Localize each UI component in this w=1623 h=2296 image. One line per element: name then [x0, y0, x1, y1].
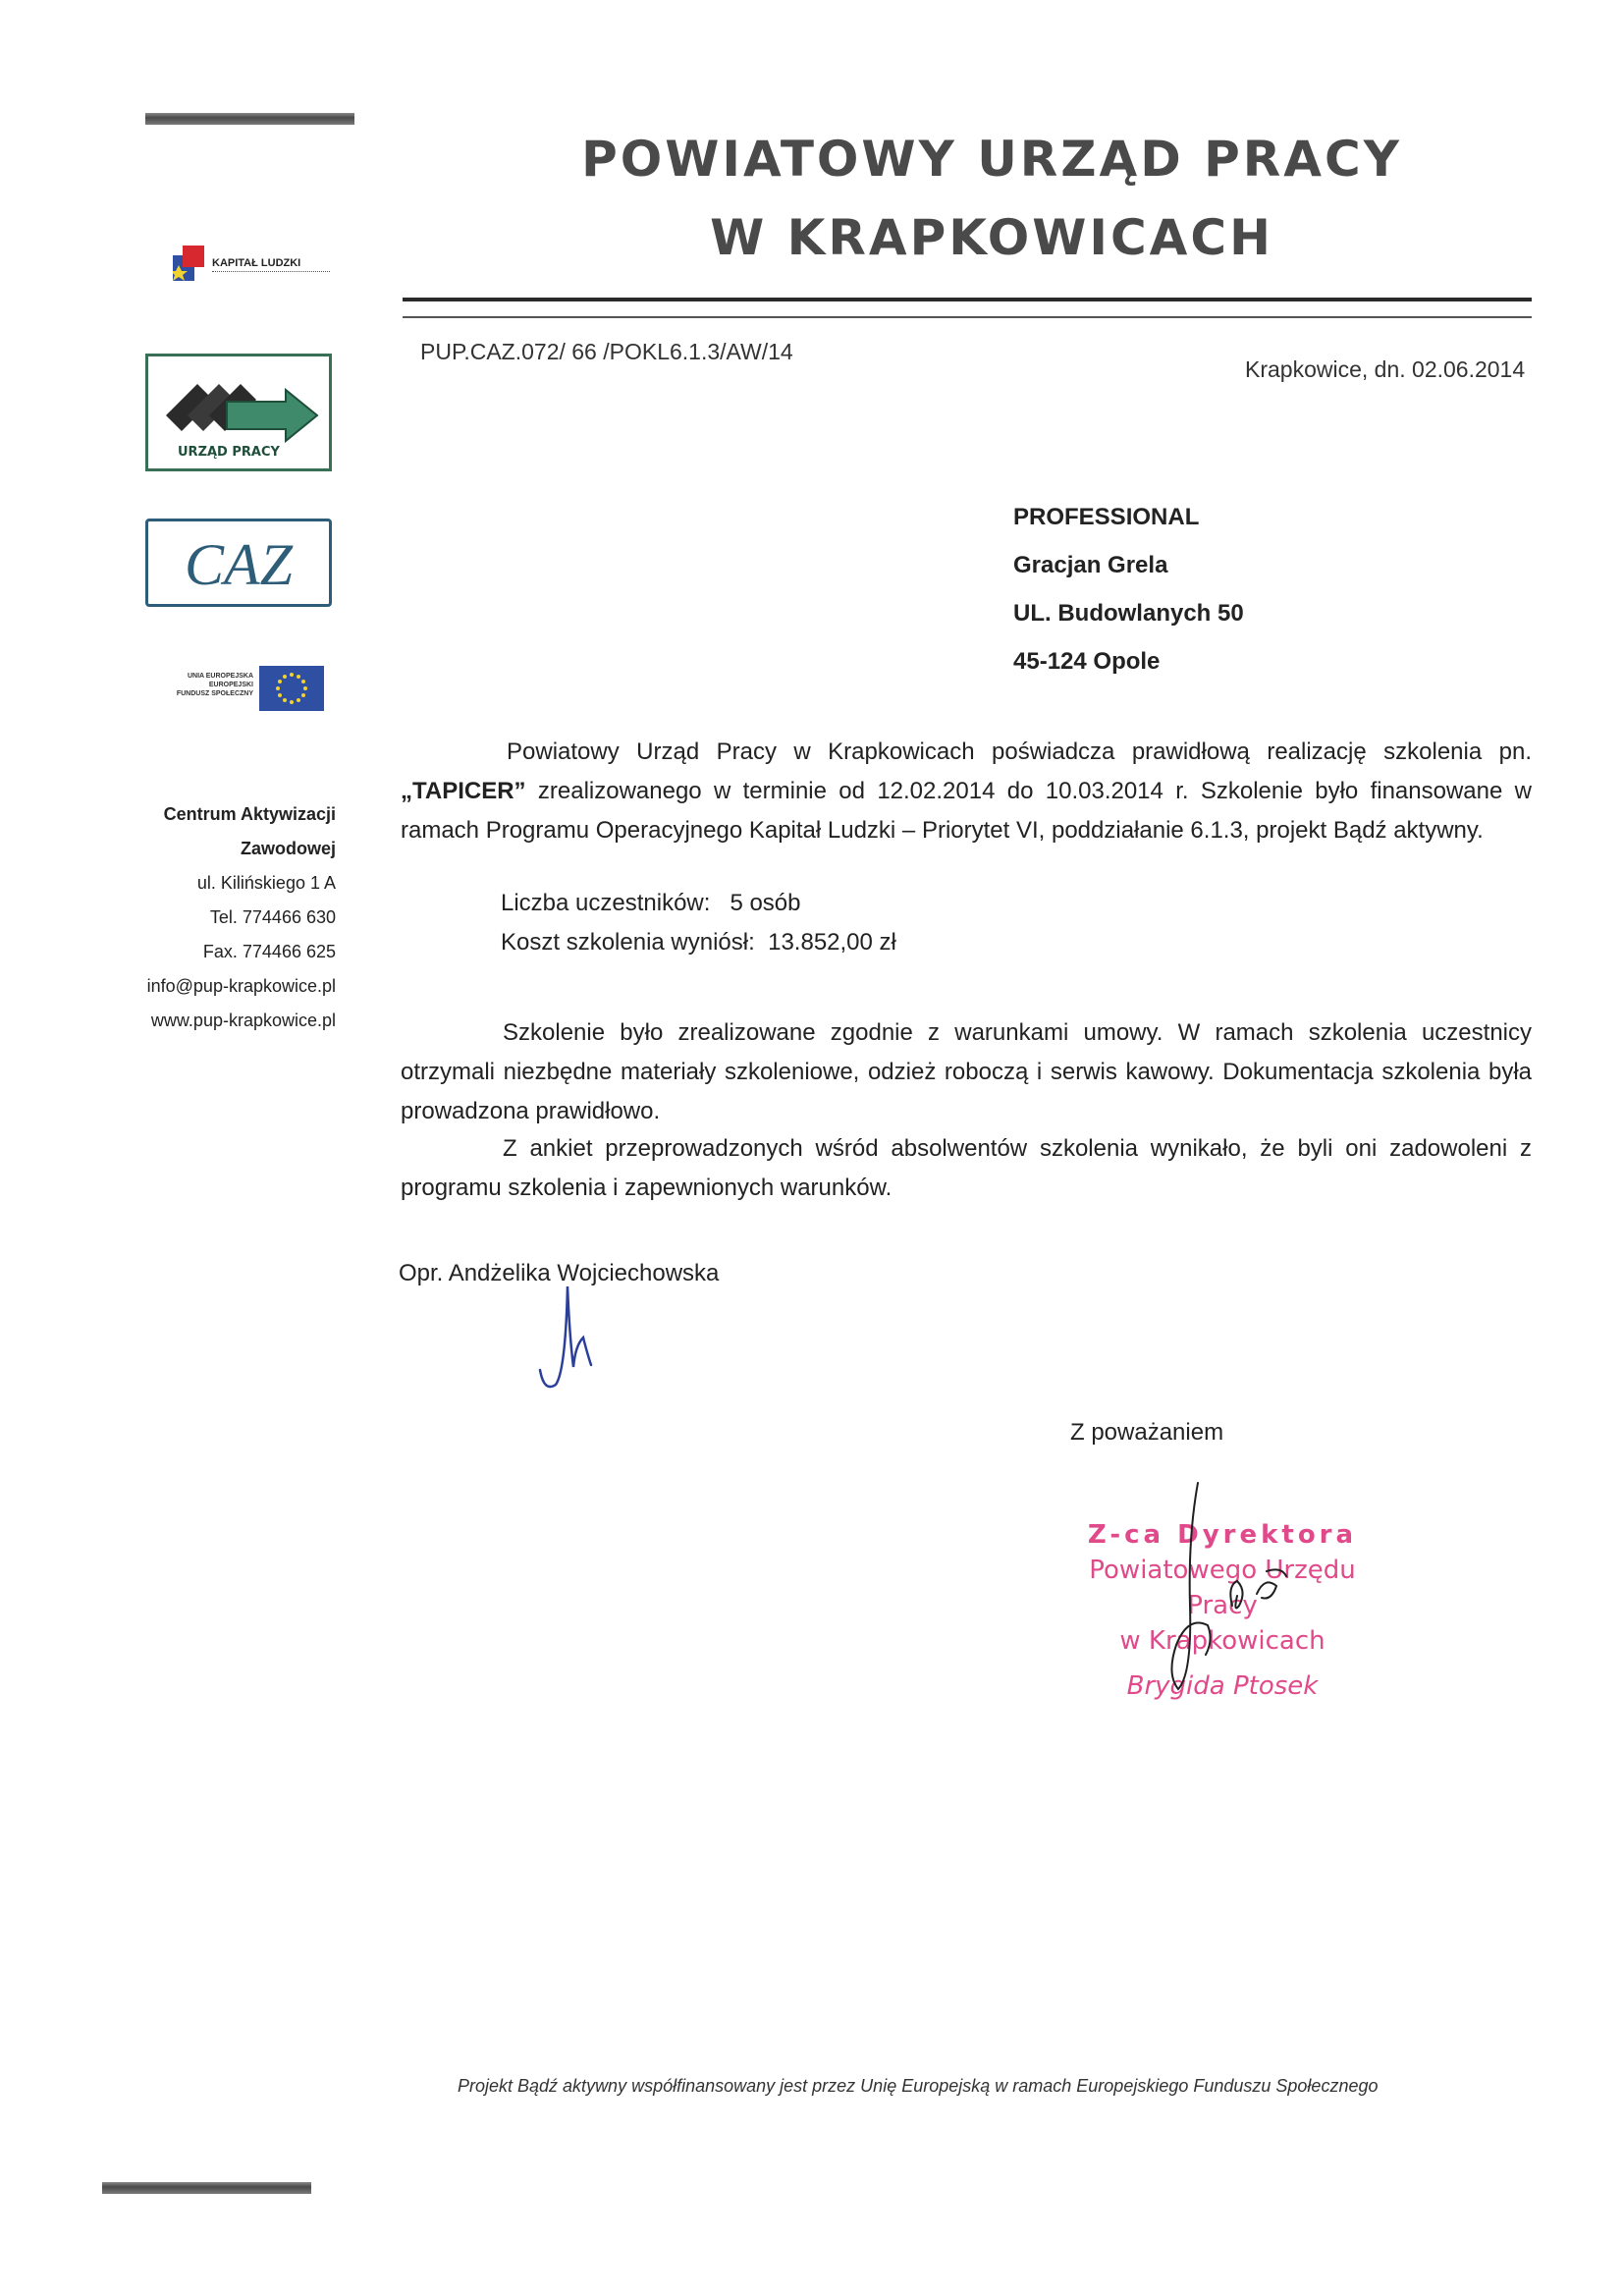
director-signature [1149, 1478, 1316, 1704]
urzad-pracy-logo [145, 354, 332, 471]
stamp-line-2: Powiatowego Urzędu Pracy [1089, 1556, 1356, 1620]
letterhead [550, 120, 1434, 277]
stamp-line-3: w Krapkowicach [1119, 1626, 1325, 1656]
preparer-signature [530, 1277, 619, 1404]
kapital-ludzki-logo [173, 246, 335, 290]
caz-logo-text: CAZ [184, 532, 294, 597]
paragraph-certification [401, 733, 1532, 850]
participants-count: Liczba uczestników: 5 osób [501, 890, 801, 916]
contact-street: ul. Kilińskiego 1 A [196, 873, 336, 893]
sidebar-contact [98, 797, 336, 1038]
prepared-by: Opr. Andżelika Wojciechowska [399, 1260, 720, 1286]
contact-email[interactable]: info@pup-krapkowice.pl [146, 976, 336, 996]
paragraph-certification-text-a: Powiatowy Urząd Pracy w Krapkowicach poświadcza prawidłową realizację szkolenia pn. [507, 738, 1532, 765]
recipient-line-2: Gracjan Grela [1013, 552, 1168, 578]
training-cost: Koszt szkolenia wyniósł: 13.852,00 zł [501, 929, 896, 956]
training-stats [501, 884, 896, 962]
contact-center-2: Zawodowej [240, 839, 336, 858]
urzad-pracy-label: URZĄD PRACY [178, 445, 280, 460]
letter-date: Krapkowice, dn. 02.06.2014 [1245, 356, 1526, 382]
recipient-address [1013, 493, 1244, 685]
letterhead-line-1: POWIATOWY URZĄD PRACY [581, 131, 1402, 188]
kapital-ludzki-icon [173, 246, 206, 285]
stamp-line-4: Brygida Ptosek [1126, 1671, 1319, 1701]
eu-line-3: FUNDUSZ SPOŁECZNY [176, 690, 253, 697]
kapital-ludzki-subline [212, 271, 330, 275]
eu-line-2: EUROPEJSKI [208, 682, 253, 688]
eu-line-1: UNIA EUROPEJSKA [187, 673, 253, 680]
contact-www[interactable]: www.pup-krapkowice.pl [150, 1011, 336, 1030]
recipient-line-3: UL. Budowlanych 50 [1013, 600, 1244, 627]
eu-logo-text [167, 672, 253, 698]
contact-center: Centrum Aktywizacji [163, 804, 336, 824]
contact-fax: Fax. 774466 625 [202, 942, 336, 961]
paragraph-execution: Szkolenie było zrealizowane zgodnie z warunkami umowy. W ramach szkolenia uczestnicy otrzymali niezbędne materiały szkoleniowe, odzież roboczą i serwis kawowy. Dokumentacja szkolenia była prowadzona prawidłowo. [401, 1019, 1532, 1124]
stamp-line-1: Z-ca Dyrektora [1087, 1520, 1358, 1550]
training-title: „TAPICER” [401, 778, 526, 804]
header-divider [403, 298, 1532, 301]
recipient-line-1: PROFESSIONAL [1013, 504, 1200, 530]
top-bar-decoration [145, 113, 354, 125]
eu-flag-icon [259, 666, 324, 711]
letterhead-line-2: W KRAPKOWICACH [710, 209, 1273, 266]
contact-tel: Tel. 774466 630 [209, 907, 336, 927]
kapital-ludzki-text: KAPITAŁ LUDZKI [212, 257, 301, 269]
eu-logo [167, 666, 324, 713]
reference-number: PUP.CAZ.072/ 66 /POKL6.1.3/AW/14 [420, 339, 793, 364]
bottom-bar-decoration [102, 2182, 311, 2194]
footer-note: Projekt Bądź aktywny współfinansowany jest przez Unię Europejską w ramach Europejskiego Funduszu Społecznego [458, 2076, 1379, 2096]
paragraph-survey: Z ankiet przeprowadzonych wśród absolwentów szkolenia wynikało, że byli oni zadowoleni z programu szkolenia i zapewnionych warunków. [401, 1135, 1532, 1201]
recipient-line-4: 45-124 Opole [1013, 648, 1161, 675]
header-divider-thin [403, 316, 1532, 318]
closing-salutation: Z poważaniem [1070, 1419, 1224, 1446]
paragraph-certification-text-b: zrealizowanego w terminie od 12.02.2014 do 10.03.2014 r. Szkolenie było finansowane w ramach Programu Operacyjnego Kapitał Ludzki – Priorytet VI, poddziałanie 6.1.3, projekt Bądź aktywny. [401, 778, 1532, 844]
caz-logo [145, 519, 332, 607]
